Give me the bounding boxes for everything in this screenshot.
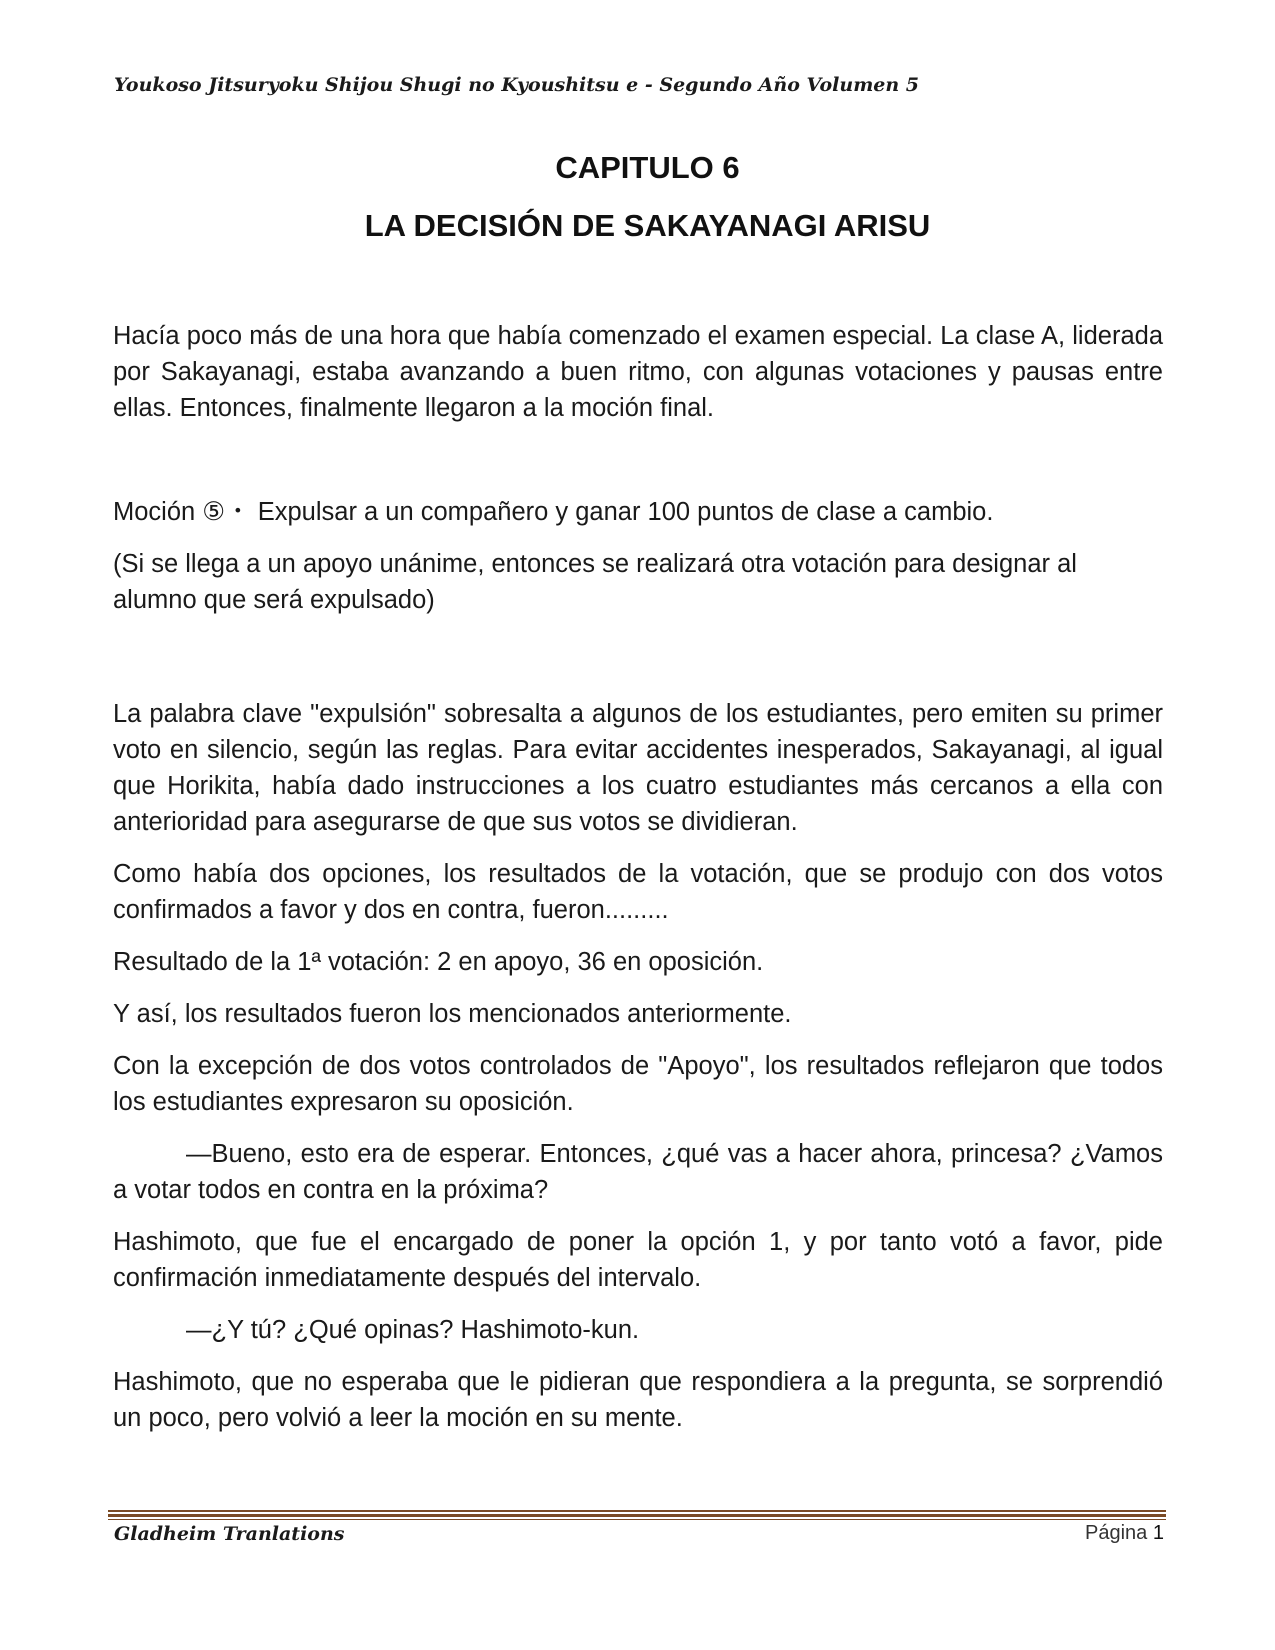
vote-result: Resultado de la 1ª votación: 2 en apoyo, 36 en oposición.	[113, 948, 764, 976]
paragraph: La palabra clave "expulsión" sobresalta a algunos de los estudiantes, pero emiten su primer voto en silencio, según las reglas. Para evitar accidentes inesperados, Sakayanagi, al igual que Horikita, había dado instrucciones a los cuatro estudiantes más cercanos a ella con anterioridad para asegurarse de que sus votos se dividieran.	[113, 700, 1163, 836]
paragraph: Hashimoto, que no esperaba que le pidieran que respondiera a la pregunta, se sorprendió un poco, pero volvió a leer la moción en su mente.	[113, 1368, 1163, 1432]
dialogue-line: —Bueno, esto era de esperar. Entonces, ¿qué vas a hacer ahora, princesa? ¿Vamos a votar todos en contra en la próxima?	[113, 1140, 1163, 1204]
paragraph: Hacía poco más de una hora que había comenzado el examen especial. La clase A, liderada por Sakayanagi, estaba avanzando a buen ritmo, con algunas votaciones y pausas entre ellas. Entonces, finalmente llegaron a la moción final.	[113, 322, 1163, 422]
paragraph: Y así, los resultados fueron los mencionados anteriormente.	[113, 1000, 792, 1028]
body-text	[113, 318, 1163, 1452]
chapter-number: CAPITULO 6	[555, 150, 740, 185]
motion-line: Moción ⑤・ Expulsar a un compañero y ganar 100 puntos de clase a cambio.	[113, 498, 994, 526]
paragraph: Con la excepción de dos votos controlados de "Apoyo", los resultados reflejaron que todos los estudiantes expresaron su oposición.	[113, 1052, 1163, 1116]
dialogue-line: —¿Y tú? ¿Qué opinas? Hashimoto-kun.	[186, 1316, 640, 1344]
motion-note: (Si se llega a un apoyo unánime, entonces se realizará otra votación para designar al alumno que será expulsado)	[113, 550, 1077, 614]
page-number: 1	[1152, 1522, 1164, 1544]
footer-rule	[108, 1514, 1166, 1517]
page-indicator	[1085, 1522, 1164, 1545]
running-header: Youkoso Jitsuryoku Shijou Shugi no Kyoushitsu e - Segundo Año Volumen 5	[114, 74, 920, 96]
page-label: Página	[1085, 1522, 1148, 1544]
chapter-title: LA DECISIÓN DE SAKAYANAGI ARISU	[364, 208, 931, 243]
paragraph: Hashimoto, que fue el encargado de poner la opción 1, y por tanto votó a favor, pide confirmación inmediatamente después del intervalo.	[113, 1228, 1163, 1292]
footer-rule	[108, 1519, 1166, 1520]
footer-credit: Gladheim Tranlations	[114, 1523, 345, 1545]
footer-rule	[108, 1510, 1166, 1512]
paragraph: Como había dos opciones, los resultados de la votación, que se produjo con dos votos confirmados a favor y dos en contra, fueron.........	[113, 860, 1163, 924]
